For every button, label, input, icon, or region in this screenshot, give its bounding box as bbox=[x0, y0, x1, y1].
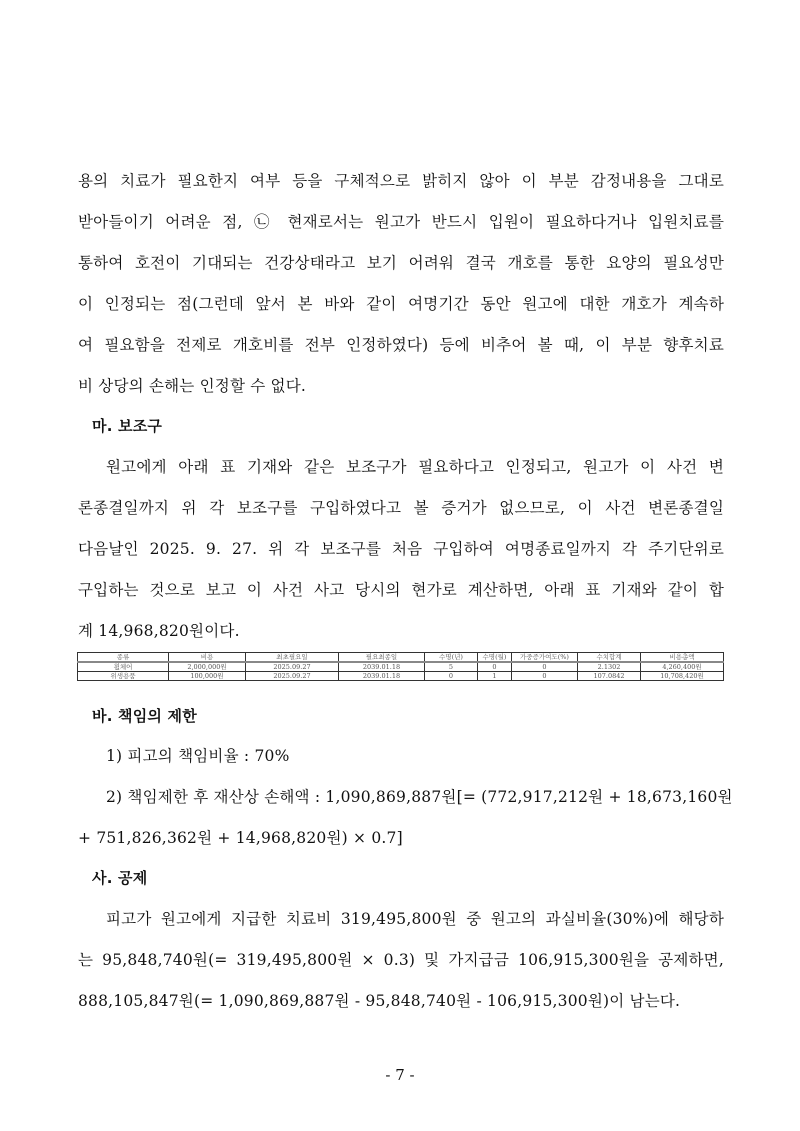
body-line: + 751,826,362원 + 14,968,820원) × 0.7] bbox=[78, 829, 403, 847]
column-header: 수치합계 bbox=[578, 653, 641, 663]
table-cell: 2,000,000원 bbox=[169, 662, 246, 672]
column-header: 종류 bbox=[78, 653, 169, 663]
column-header: 수명(년) bbox=[425, 653, 478, 663]
body-line: 는 95,848,740원(= 319,495,800원 × 0.3) 및 가지급금 106,915,300원을 공제하면, bbox=[78, 951, 724, 969]
table-row bbox=[78, 662, 724, 672]
table-cell: 107.0842 bbox=[578, 672, 641, 681]
body-line: 이 인정되는 점(그런데 앞서 본 바와 같이 여명기간 동안 원고에 대한 개호가 계속하 bbox=[78, 295, 724, 313]
body-line: 계 14,968,820원이다. bbox=[78, 622, 240, 640]
body-line: 통하여 호전이 기대되는 건강상태라고 보기 어려워 결국 개호를 통한 요양의 필요성만 bbox=[78, 254, 724, 272]
table-cell: 2.1302 bbox=[578, 662, 641, 672]
page-number: - 7 - bbox=[385, 1066, 415, 1084]
table-cell: 5 bbox=[425, 662, 478, 672]
body-line: 2) 책임제한 후 재산상 손해액 : 1,090,869,887원[= (772,917,212원 + 18,673,160원 bbox=[106, 788, 733, 806]
body-line: 여 필요함을 전제로 개호비를 전부 인정하였다) 등에 비추어 볼 때, 이 부분 향후치료 bbox=[78, 336, 724, 354]
table-cell: 위생용품 bbox=[78, 672, 169, 681]
table-cell: 2025.09.27 bbox=[246, 672, 339, 681]
table-cell: 4,260,400원 bbox=[641, 662, 724, 672]
table-cell: 0 bbox=[512, 662, 578, 672]
column-header: 비용총액 bbox=[641, 653, 724, 663]
assistive-devices-table bbox=[77, 652, 724, 681]
table-cell: 0 bbox=[425, 672, 478, 681]
table-cell: 2039.01.18 bbox=[339, 672, 425, 681]
table-cell: 10,708,420원 bbox=[641, 672, 724, 681]
body-line: 피고가 원고에게 지급한 치료비 319,495,800원 중 원고의 과실비율(30%)에 해당하 bbox=[106, 910, 724, 928]
column-header: 최초필요일 bbox=[246, 653, 339, 663]
table-row bbox=[78, 672, 724, 681]
body-line: 용의 치료가 필요한지 여부 등을 구체적으로 밝히지 않아 이 부분 감정내용을 그대로 bbox=[78, 172, 724, 190]
body-line: 받아들이기 어려운 점, ㉡ 현재로서는 원고가 반드시 입원이 필요하다거나 입원치료를 bbox=[78, 213, 724, 231]
section-heading-sa: 사. 공제 bbox=[92, 869, 148, 887]
section-heading-ba: 바. 책임의 제한 bbox=[92, 707, 197, 725]
table-cell: 휠체어 bbox=[78, 662, 169, 672]
body-line: 1) 피고의 책임비율 : 70% bbox=[106, 747, 290, 765]
body-line: 구입하는 것으로 보고 이 사건 사고 당시의 현가로 계산하면, 아래 표 기재와 같이 합 bbox=[78, 581, 724, 599]
column-header: 가중증가여도(%) bbox=[512, 653, 578, 663]
section-heading-ma: 마. 보조구 bbox=[92, 417, 163, 435]
column-header: 비용 bbox=[169, 653, 246, 663]
body-line: 다음날인 2025. 9. 27. 위 각 보조구를 처음 구입하여 여명종료일까지 각 주기단위로 bbox=[78, 540, 724, 558]
table-cell: 100,000원 bbox=[169, 672, 246, 681]
column-header: 수명(월) bbox=[478, 653, 512, 663]
column-header: 필요최종일 bbox=[339, 653, 425, 663]
table-cell: 0 bbox=[512, 672, 578, 681]
table-cell: 1 bbox=[478, 672, 512, 681]
table-header-row bbox=[78, 653, 724, 663]
table-cell: 2039.01.18 bbox=[339, 662, 425, 672]
table-cell: 0 bbox=[478, 662, 512, 672]
table-cell: 2025.09.27 bbox=[246, 662, 339, 672]
body-line: 론종결일까지 위 각 보조구를 구입하였다고 볼 증거가 없으므로, 이 사건 변론종결일 bbox=[78, 499, 724, 517]
body-line: 원고에게 아래 표 기재와 같은 보조구가 필요하다고 인정되고, 원고가 이 사건 변 bbox=[106, 458, 724, 476]
body-line: 888,105,847원(= 1,090,869,887원 - 95,848,740원 - 106,915,300원)이 남는다. bbox=[78, 992, 681, 1010]
body-line: 비 상당의 손해는 인정할 수 없다. bbox=[78, 377, 307, 395]
